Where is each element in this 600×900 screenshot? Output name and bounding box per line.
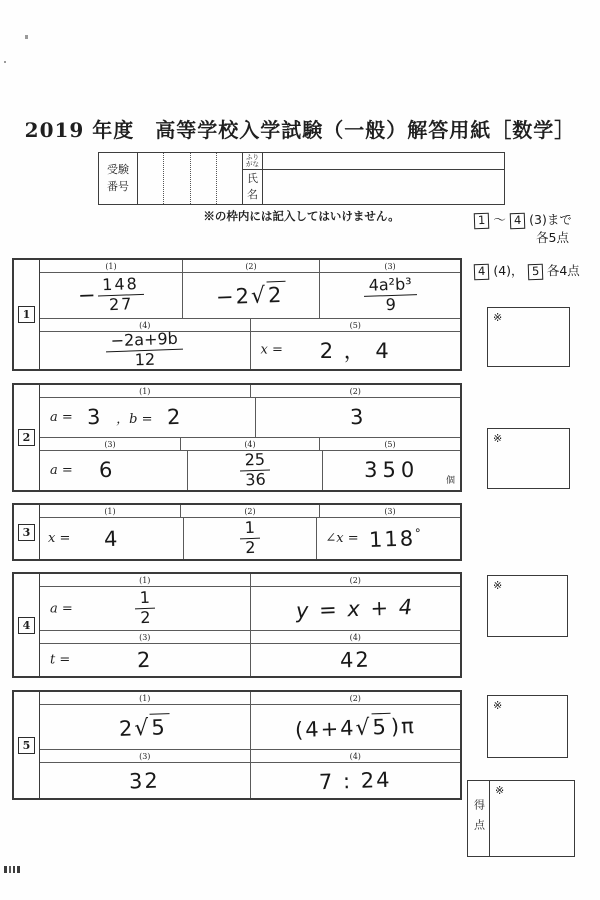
name-label: 氏名 [247, 171, 258, 201]
cell-label: (5) [349, 320, 361, 330]
boxed-number-4: 4 [474, 264, 490, 280]
score-box [467, 780, 575, 857]
answer-cell-5-3: 32 [40, 763, 251, 798]
exam-number-digit-cell[interactable] [164, 153, 190, 204]
answer-table-1 [12, 258, 462, 371]
grading-notes [474, 211, 598, 280]
answer-cell-3-3: ∠x = 118° [325, 525, 423, 552]
question-number-column [14, 505, 40, 559]
printed-prefix: ，b = [116, 411, 153, 427]
cell-label: (1) [40, 385, 251, 397]
answer-cell-3-2: $\frac{1}{2}$ [184, 518, 318, 559]
cell-label: (3) [40, 631, 251, 643]
answer-cell-2-2: 3 [349, 405, 366, 430]
answer-cell-4-4: 42 [339, 647, 372, 673]
answer-cell-2-5: 350 個 [364, 458, 455, 486]
answer-cell-1-3: $\frac{\text{4a²b³}}{9}$ [320, 273, 460, 318]
asterisk-mark: ※ [493, 311, 503, 324]
boxed-number-5: 5 [527, 264, 543, 280]
cell-label: (1) [40, 505, 181, 517]
printed-prefix: ∠x = [325, 531, 359, 546]
cell-label: (5) [384, 439, 396, 449]
question-number-column [14, 260, 40, 369]
cell-label: (2) [349, 694, 361, 703]
question-number-badge: 4 [18, 617, 35, 634]
answer-cell-3-1: x = 4 [40, 518, 184, 559]
boxed-number-1: 1 [474, 213, 490, 229]
cell-label: (1) [40, 574, 251, 586]
answer-cell-4-2: y = x + 4 [295, 594, 415, 623]
grader-box-5 [487, 695, 568, 758]
answer-table-5 [12, 690, 462, 800]
grading-note-line2: 各5点 [536, 230, 569, 246]
cell-label: (3) [40, 750, 251, 762]
question-number-badge: 3 [18, 524, 35, 541]
answer-cell-2-3: a = 6 [40, 451, 188, 490]
printed-prefix: x = [260, 342, 283, 358]
printed-prefix: a = [50, 409, 73, 425]
grader-box-4 [487, 575, 568, 637]
answer-cell-5-4: 7 : 24 [318, 767, 392, 794]
unit-label: 個 [445, 476, 455, 486]
score-area [490, 781, 574, 856]
examinee-info-box [98, 152, 505, 205]
question-number-column [14, 385, 40, 490]
answer-table-2 [12, 383, 462, 492]
name-field[interactable] [263, 170, 504, 204]
answer-table-4 [12, 572, 462, 678]
printed-prefix: x = [48, 531, 71, 546]
score-label: 得点 [468, 781, 490, 856]
furigana-field[interactable] [263, 153, 504, 170]
cell-label: (3) [384, 262, 396, 271]
cell-label: (2) [349, 387, 361, 396]
printed-prefix: t = [50, 652, 71, 668]
print-speck [4, 61, 6, 63]
answer-cell-4-3: t = 2 [40, 644, 251, 676]
answer-cell-2-1: a = 3 ，b = 2 [40, 398, 256, 437]
question-number-column [14, 692, 40, 798]
cell-label: (2) [183, 260, 320, 272]
printed-prefix: a = [50, 601, 73, 617]
printed-prefix: a = [50, 462, 73, 478]
grading-note-line3: 4 (4)， 5 各4点 [474, 262, 598, 280]
asterisk-mark: ※ [493, 699, 503, 712]
grader-box-1 [487, 307, 570, 367]
answer-cell-1-2: −2√2 [183, 273, 320, 318]
exam-number-digit-cell[interactable] [138, 153, 164, 204]
question-number-badge: 1 [18, 306, 35, 323]
cell-label: (2) [349, 576, 361, 585]
cell-label: (4) [40, 319, 251, 331]
answer-cell-5-2: (4+4√5 )π [294, 713, 417, 742]
cell-label: (2) [181, 505, 320, 517]
asterisk-mark: ※ [493, 579, 503, 592]
answer-cell-1-5: x = 2 ， 4 [260, 339, 391, 364]
question-number-badge: 5 [18, 737, 35, 754]
cell-label: (3) [384, 507, 396, 516]
boxed-number-4: 4 [510, 213, 526, 229]
registration-mark [4, 866, 20, 873]
cell-label: (4) [181, 438, 320, 450]
asterisk-mark: ※ [495, 784, 505, 797]
answer-table-3 [12, 503, 462, 561]
answer-cell-1-1: − $\frac{148}{27}$ [40, 273, 183, 318]
cell-label: (4) [349, 633, 361, 643]
name-label-column [242, 153, 263, 204]
exam-number-digit-cell[interactable] [217, 153, 242, 204]
grader-box-2 [487, 428, 570, 489]
cell-label: (1) [40, 260, 183, 272]
answer-cell-2-4: $\frac{25}{36}$ [188, 451, 324, 490]
question-number-column [14, 574, 40, 676]
furigana-label: ふりがな [243, 153, 262, 170]
answer-cell-4-1: a = $\frac{1}{2}$ [40, 587, 251, 630]
answer-cell-1-4: $\frac{-2a+9b}{12}$ [40, 332, 251, 369]
answer-cell-5-1: 2√5 [40, 705, 251, 749]
exam-number-label: 受験番号 [99, 153, 138, 204]
name-fields [263, 153, 504, 204]
cell-label: (1) [40, 692, 251, 704]
print-speck [25, 35, 28, 39]
exam-number-digit-cell[interactable] [191, 153, 217, 204]
page-title: 2019 年度 高等学校入学試験（一般）解答用紙［数学］ [24, 118, 576, 142]
cell-label: (3) [40, 438, 181, 450]
asterisk-mark: ※ [493, 432, 503, 445]
cell-label: (4) [349, 752, 361, 762]
instruction-note: ※の枠内には記入してはいけません。 [203, 209, 400, 223]
exam-number-field[interactable] [138, 153, 242, 204]
grading-note-line1: 1 ～ 4 (3)まで [474, 211, 598, 229]
question-number-badge: 2 [18, 429, 35, 446]
